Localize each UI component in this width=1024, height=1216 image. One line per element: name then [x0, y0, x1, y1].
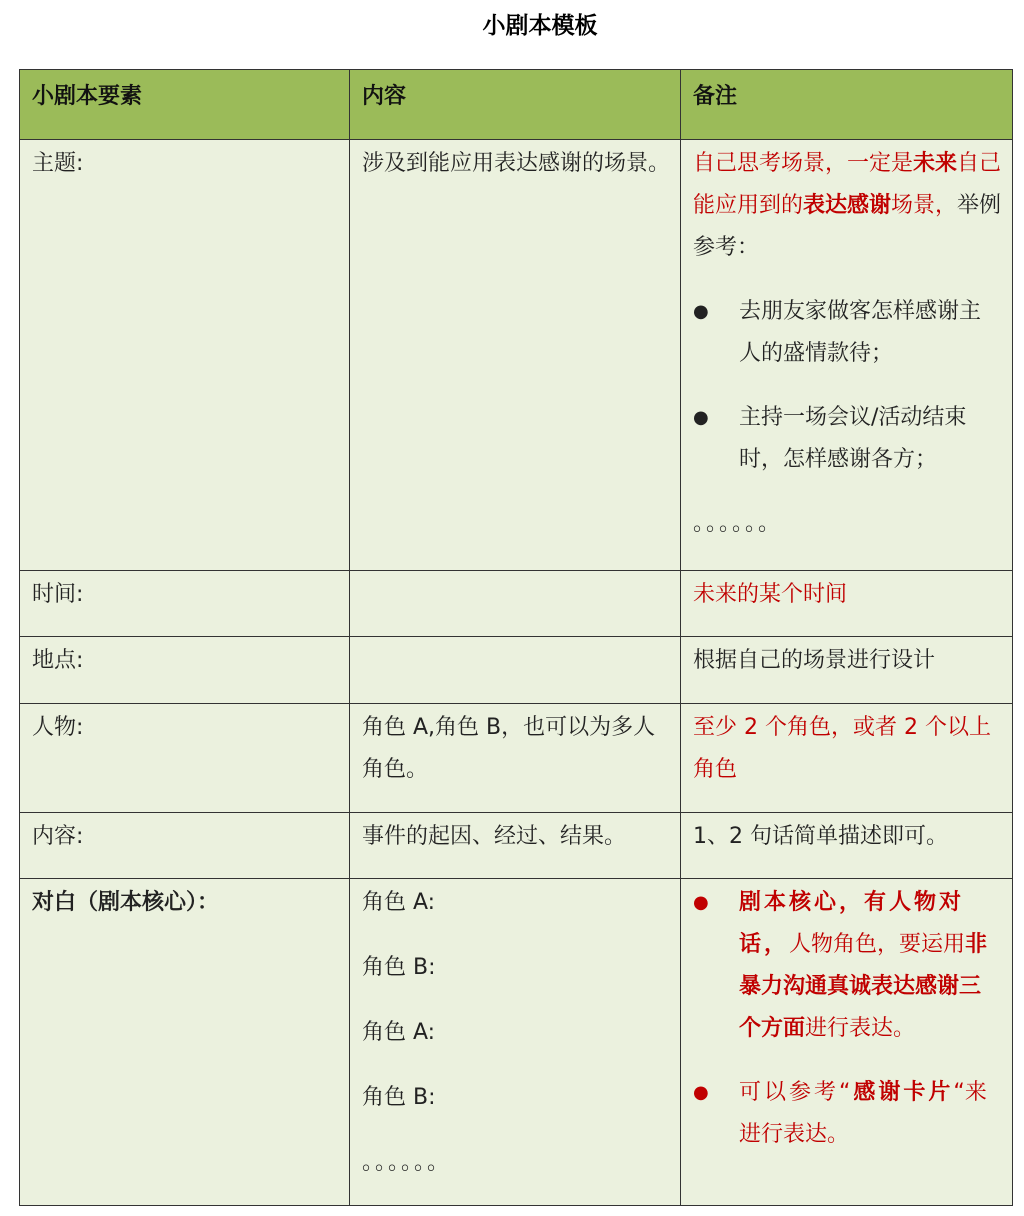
theme-note-tail: 举例参考：	[693, 193, 1002, 260]
time-note: 未来的某个时间	[681, 571, 1013, 637]
table-row-theme	[20, 140, 1013, 571]
theme-note-mid: 自己能应用到的	[693, 151, 1002, 218]
people-label: 人物:	[20, 704, 350, 813]
table-row-dialog	[20, 879, 1013, 1206]
theme-bullet-2	[693, 397, 1002, 481]
dialog-bullet-2-text	[739, 1072, 1002, 1156]
theme-label: 主题:	[20, 140, 350, 571]
dialog-bullet-2	[693, 1072, 1002, 1156]
dialog-express-text: 进行表达。	[805, 1016, 916, 1041]
dialog-nvc-text: 非暴力沟通真诚表达感谢三个方面	[739, 932, 988, 1041]
theme-note-gratitude: 表达感谢	[803, 193, 892, 218]
bullet-dot-icon: ●	[693, 1082, 709, 1103]
dialog-bullet-1-text	[739, 882, 1002, 1050]
header-notes: 备注	[681, 70, 1013, 140]
dialog-ref-pre: 可以参考“	[739, 1080, 854, 1105]
dialog-bullet-1	[693, 882, 1002, 1050]
table-row-place	[20, 637, 1013, 704]
dialog-content	[350, 879, 681, 1206]
dialog-line: 角色 B:	[362, 1085, 436, 1110]
time-content	[350, 571, 681, 637]
dialog-note	[681, 879, 1013, 1206]
page-title: 小剧本模板	[482, 13, 598, 39]
content-content: 事件的起因、经过、结果。	[350, 813, 681, 879]
table-row-content	[20, 813, 1013, 879]
dialog-line: 角色 B:	[362, 955, 436, 980]
dialog-line: 角色 A:	[362, 1020, 436, 1045]
bullet-dot-icon: ●	[693, 407, 709, 428]
content-label: 内容:	[20, 813, 350, 879]
dialog-roles-text: 人物角色，要运用	[789, 932, 966, 957]
table-row-time	[20, 571, 1013, 637]
place-note: 根据自己的场景进行设计	[681, 637, 1013, 704]
theme-note-post: 场景，	[891, 193, 958, 218]
theme-note-intro	[693, 143, 1002, 269]
theme-bullet-1-text: 去朋友家做客怎样感谢主人的盛情款待；	[739, 299, 982, 366]
theme-content: 涉及到能应用表达感谢的场景。	[350, 140, 681, 571]
header-content: 内容	[350, 70, 681, 140]
bullet-dot-icon: ●	[693, 892, 709, 913]
table-header-row	[20, 70, 1013, 140]
dialog-ref-post: “来进行表达。	[739, 1080, 987, 1147]
people-note: 至少 2 个角色，或者 2 个以上角色	[681, 704, 1013, 813]
theme-bullet-1	[693, 291, 1002, 375]
theme-ellipsis: 。。。。。。	[693, 511, 783, 536]
dialog-ref-card: 感谢卡片	[853, 1080, 954, 1105]
people-content: 角色 A,角色 B，也可以为多人角色。	[350, 704, 681, 813]
theme-bullet-2-text: 主持一场会议/活动结束时，怎样感谢各方；	[739, 405, 967, 472]
table-row-people	[20, 704, 1013, 813]
content-note: 1、2 句话简单描述即可。	[681, 813, 1013, 879]
dialog-ellipsis: 。。。。。。	[362, 1150, 452, 1175]
dialog-label: 对白（剧本核心）：	[20, 879, 350, 1206]
theme-note-pre: 自己思考场景，一定是	[693, 151, 914, 176]
bullet-dot-icon: ●	[693, 301, 709, 322]
script-template-table	[19, 69, 1013, 1206]
dialog-line: 角色 A:	[362, 890, 436, 915]
time-label: 时间:	[20, 571, 350, 637]
place-content	[350, 637, 681, 704]
theme-note	[681, 140, 1013, 571]
theme-note-future: 未来	[913, 151, 958, 176]
place-label: 地点:	[20, 637, 350, 704]
dialog-core-text: 剧本核心，有人物对话，	[739, 890, 965, 957]
header-elements: 小剧本要素	[20, 70, 350, 140]
